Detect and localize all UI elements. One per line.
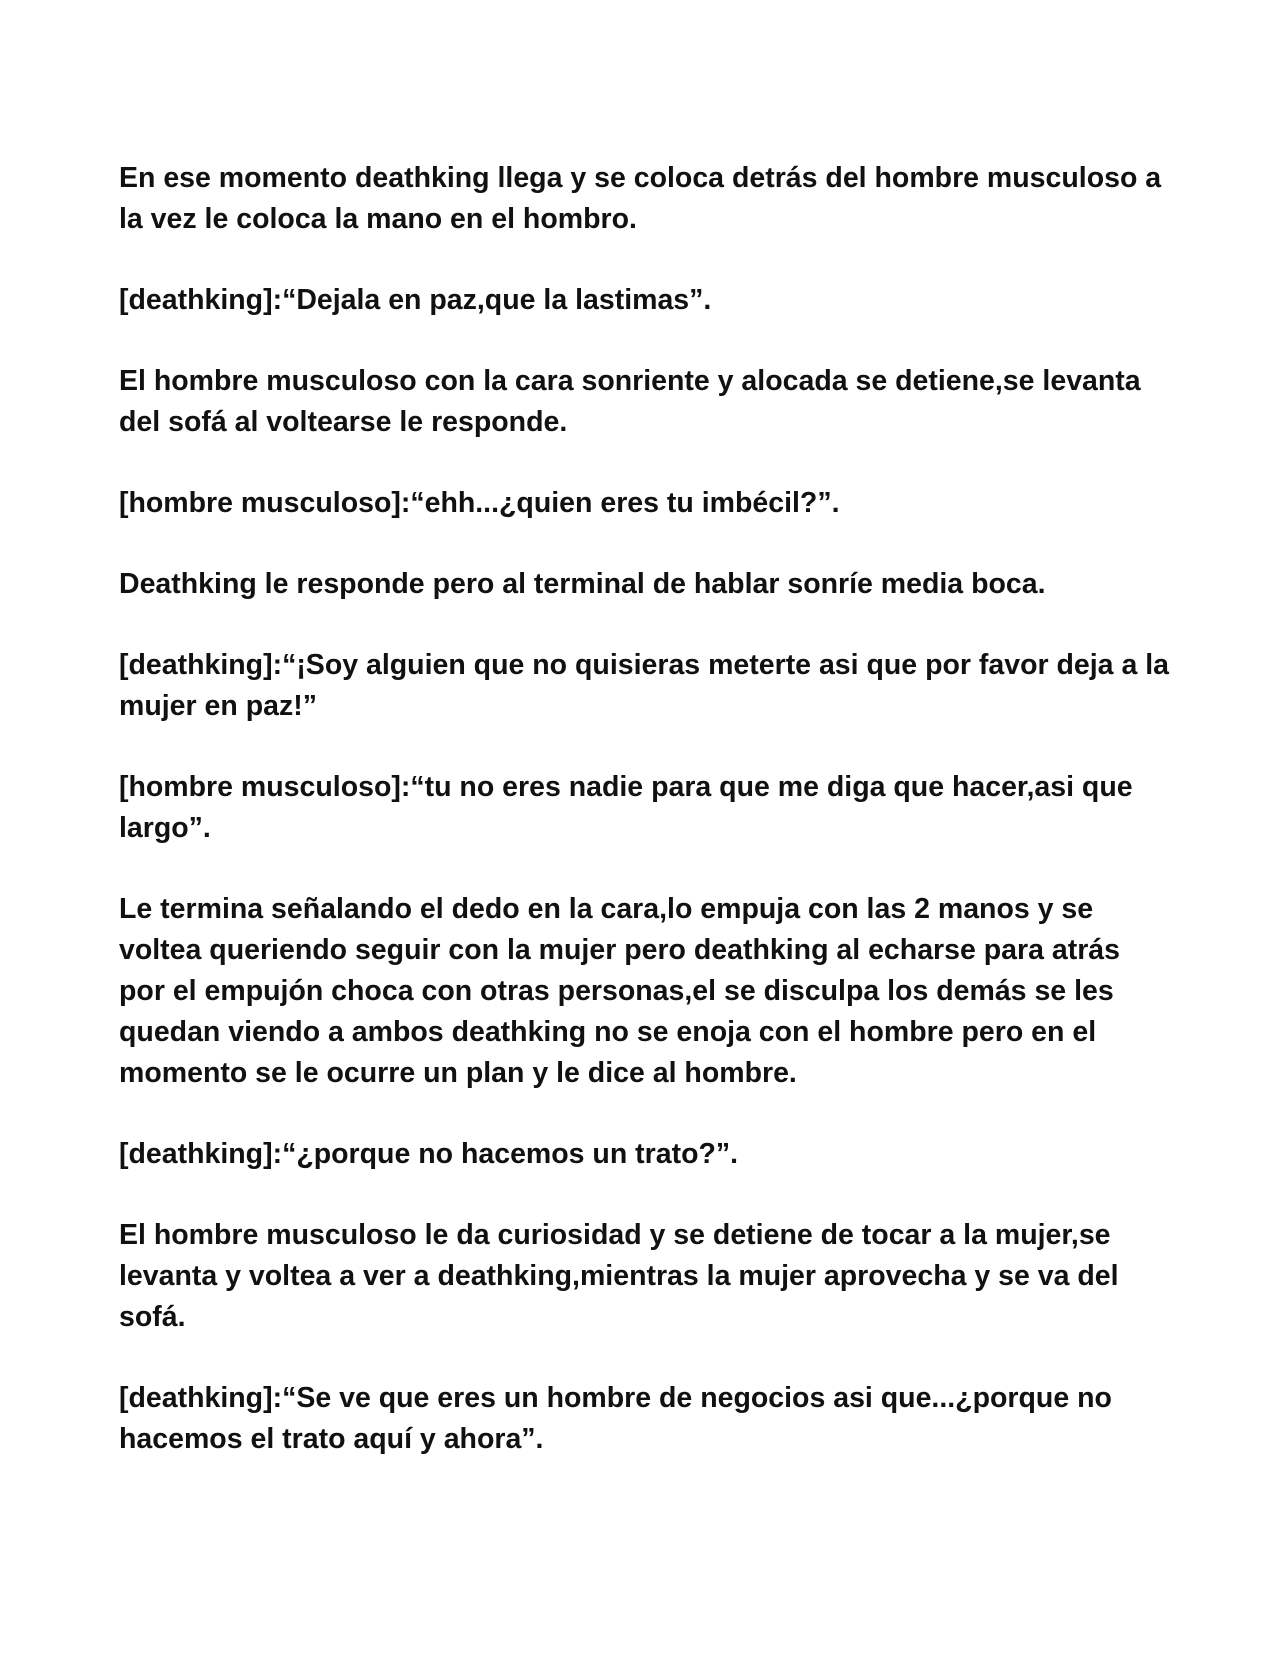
paragraph-dialogue: [hombre musculoso]:“ehh...¿quien eres tu imbécil?”. [119,487,840,519]
paragraph-narration: Le termina señalando el dedo en la cara,lo empuja con las 2 manos y se voltea queriendo seguir con la mujer pero deathking al echarse para atrás por el empujón choca con otras personas,el se disculpa los demás se les quedan viendo a ambos deathking no se enoja con el hombre pero en el momento se le ocurre un plan y le dice al hombre. [119,893,1121,1089]
paragraph-dialogue: [hombre musculoso]:“tu no eres nadie para que me diga que hacer,asi que largo”. [119,771,1133,844]
paragraph-dialogue: [deathking]:“¿porque no hacemos un trato?”. [119,1138,739,1170]
document-body [119,158,1169,1500]
paragraph-narration: Deathking le responde pero al terminal de hablar sonríe media boca. [119,568,1046,600]
paragraph-dialogue: [deathking]:“Se ve que eres un hombre de negocios asi que...¿porque no hacemos el trato aquí y ahora”. [119,1382,1112,1455]
paragraph-dialogue: [deathking]:“¡Soy alguien que no quisieras meterte asi que por favor deja a la mujer en paz!” [119,649,1169,722]
paragraph-dialogue: [deathking]:“Dejala en paz,que la lastimas”. [119,284,712,316]
paragraph-narration: En ese momento deathking llega y se coloca detrás del hombre musculoso a la vez le coloca la mano en el hombro. [119,162,1162,235]
paragraph-narration: El hombre musculoso le da curiosidad y se detiene de tocar a la mujer,se levanta y voltea a ver a deathking,mientras la mujer aprovecha y se va del sofá. [119,1219,1119,1333]
paragraph-narration: El hombre musculoso con la cara sonriente y alocada se detiene,se levanta del sofá al voltearse le responde. [119,365,1141,438]
